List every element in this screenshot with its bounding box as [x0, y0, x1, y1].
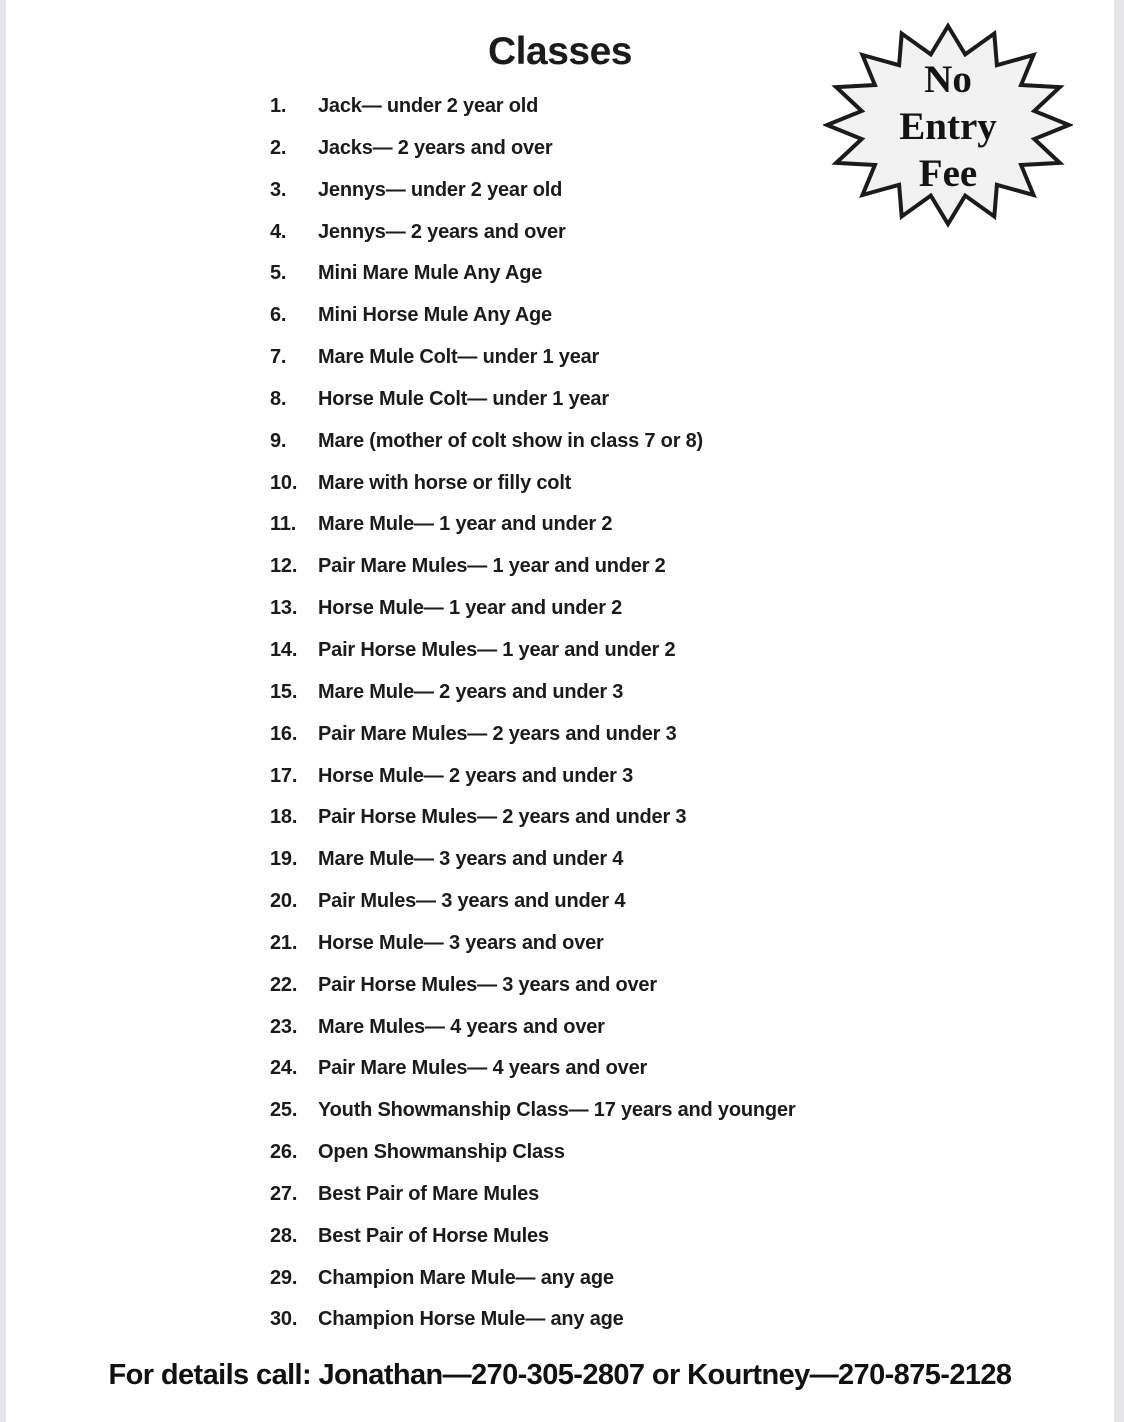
class-label: Pair Mare Mules— 2 years and under 3: [318, 722, 677, 745]
class-label: Horse Mule Colt— under 1 year: [318, 387, 609, 410]
class-number: 15.: [270, 680, 298, 703]
class-label: Open Showmanship Class: [318, 1141, 565, 1164]
class-list-item: [270, 588, 795, 630]
class-label: Mare (mother of colt show in class 7 or 8): [318, 429, 704, 452]
class-list-item: [270, 421, 795, 463]
class-label: Pair Horse Mules— 1 year and under 2: [318, 638, 676, 661]
badge-line-2: Entry: [899, 104, 997, 148]
class-number: 11.: [270, 513, 297, 536]
page-title: Classes: [488, 30, 632, 73]
class-list-item: [270, 923, 795, 965]
class-label: Mare Mule Colt— under 1 year: [318, 346, 600, 369]
class-number: 18.: [270, 806, 298, 829]
badge-line-1: No: [924, 57, 972, 101]
class-list-item: [270, 504, 795, 546]
class-number: 9.: [270, 429, 287, 452]
class-number: 25.: [270, 1099, 298, 1122]
class-list-item: [270, 797, 795, 839]
contact-footer: For details call: Jonathan—270-305-2807 or Kourtney—270-875-2128: [108, 1359, 1012, 1391]
class-list-item: [270, 128, 795, 170]
class-list-item: [270, 839, 795, 881]
class-number: 13.: [270, 597, 298, 620]
class-number: 7.: [270, 346, 287, 369]
class-list-item: [270, 1299, 795, 1341]
class-list-item: [270, 212, 795, 254]
class-label: Pair Mare Mules— 1 year and under 2: [318, 555, 666, 578]
class-list-item: [270, 714, 795, 756]
flyer-page: [6, 0, 1114, 1422]
class-label: Champion Mare Mule— any age: [318, 1266, 614, 1289]
class-label: Horse Mule— 2 years and under 3: [318, 764, 634, 787]
class-list-item: [270, 86, 795, 128]
class-label: Mini Horse Mule Any Age: [318, 304, 552, 327]
class-list-item: [270, 170, 795, 212]
class-number: 30.: [270, 1308, 298, 1331]
class-number: 24.: [270, 1057, 298, 1080]
class-list-item: [270, 1090, 795, 1132]
class-number: 16.: [270, 722, 298, 745]
class-number: 26.: [270, 1141, 298, 1164]
class-number: 20.: [270, 890, 298, 913]
class-list-item: [270, 881, 795, 923]
class-list: [270, 86, 795, 1341]
class-number: 17.: [270, 764, 298, 787]
class-list-item: [270, 965, 795, 1007]
class-number: 2.: [270, 136, 287, 159]
class-label: Pair Mare Mules— 4 years and over: [318, 1057, 648, 1080]
class-number: 5.: [270, 262, 287, 285]
class-list-item: [270, 756, 795, 798]
class-number: 27.: [270, 1182, 298, 1205]
badge-line-3: Fee: [918, 151, 978, 195]
class-number: 28.: [270, 1224, 298, 1247]
class-label: Mini Mare Mule Any Age: [318, 262, 543, 285]
class-number: 22.: [270, 973, 298, 996]
class-label: Champion Horse Mule— any age: [318, 1308, 624, 1331]
class-number: 6.: [270, 304, 287, 327]
class-list-item: [270, 1048, 795, 1090]
class-number: 8.: [270, 387, 287, 410]
class-list-item: [270, 672, 795, 714]
class-label: Mare with horse or filly colt: [318, 471, 572, 494]
class-label: Best Pair of Mare Mules: [318, 1182, 540, 1205]
class-list-item: [270, 253, 795, 295]
class-list-item: [270, 295, 795, 337]
class-number: 23.: [270, 1015, 298, 1038]
badge-text: [823, 22, 1073, 228]
class-number: 21.: [270, 931, 298, 954]
class-list-item: [270, 1007, 795, 1049]
class-label: Jennys— 2 years and over: [318, 220, 566, 243]
class-number: 1.: [270, 95, 287, 117]
class-label: Horse Mule— 1 year and under 2: [318, 597, 623, 620]
class-list-item: [270, 546, 795, 588]
class-list-item: [270, 337, 795, 379]
class-label: Jack— under 2 year old: [318, 95, 539, 117]
class-number: 3.: [270, 178, 287, 201]
class-label: Youth Showmanship Class— 17 years and younger: [318, 1099, 796, 1122]
class-label: Pair Mules— 3 years and under 4: [318, 890, 626, 913]
class-list-item: [270, 463, 795, 505]
class-label: Jacks— 2 years and over: [318, 136, 553, 159]
class-label: Horse Mule— 3 years and over: [318, 931, 604, 954]
class-number: 12.: [270, 555, 298, 578]
class-label: Mare Mules— 4 years and over: [318, 1015, 605, 1038]
class-list-item: [270, 630, 795, 672]
class-label: Best Pair of Horse Mules: [318, 1224, 549, 1247]
class-label: Mare Mule— 3 years and under 4: [318, 848, 624, 871]
class-label: Pair Horse Mules— 3 years and over: [318, 973, 657, 996]
no-entry-fee-badge: [823, 22, 1073, 228]
class-label: Jennys— under 2 year old: [318, 178, 563, 201]
class-label: Mare Mule— 2 years and under 3: [318, 680, 624, 703]
class-number: 4.: [270, 220, 287, 243]
class-list-item: [270, 1258, 795, 1300]
class-list-item: [270, 1132, 795, 1174]
class-list-item: [270, 379, 795, 421]
class-list-item: [270, 1216, 795, 1258]
class-label: Mare Mule— 1 year and under 2: [318, 513, 613, 536]
class-number: 19.: [270, 848, 298, 871]
class-number: 10.: [270, 471, 298, 494]
viewer-right-margin: [1114, 0, 1124, 1422]
class-number: 29.: [270, 1266, 298, 1289]
class-label: Pair Horse Mules— 2 years and under 3: [318, 806, 687, 829]
class-list-item: [270, 1174, 795, 1216]
class-number: 14.: [270, 638, 298, 661]
